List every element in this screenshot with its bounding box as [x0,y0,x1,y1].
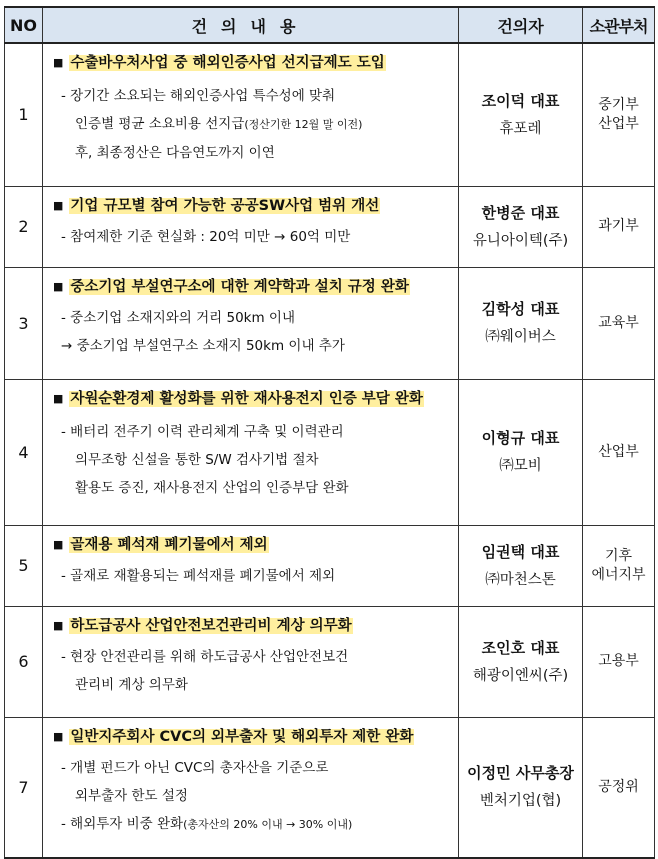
proposer-org: 벤처기업(협) [479,793,562,810]
proposer-org: ㈜웨이버스 [485,329,556,345]
proposal-title: ■ 일반지주회사 CVC의 외부출자 및 해외투자 제한 완화 [53,728,414,745]
square-bullet-icon: ■ [53,537,64,551]
row-number: 6 [5,606,43,717]
proposal-table [4,6,655,859]
proposer-name: 이형규 대표 [481,429,560,447]
ministry: 공정위 [583,717,655,858]
proposal-detail: - 참여제한 기준 현실화 : 20억 미만 → 60억 미만 [61,228,351,245]
proposal-content [43,525,459,606]
proposal-content [43,379,459,525]
proposal-title: ■ 골재용 폐석재 폐기물에서 제외 [53,536,268,553]
proposer [459,717,583,858]
proposal-content [43,717,459,858]
proposal-detail: - 골재로 재활용되는 폐석재를 폐기물에서 제외 [61,567,336,584]
proposal-title: ■ 중소기업 부설연구소에 대한 계약학과 설치 규정 완화 [53,278,409,295]
table-row [5,717,655,858]
ministry: 교육부 [583,267,655,379]
proposer-org: ㈜모비 [499,458,542,474]
proposer [459,43,583,186]
ministry: 고용부 [583,606,655,717]
row-number: 3 [5,267,43,379]
row-number: 7 [5,717,43,858]
proposal-detail: - 장기간 소요되는 해외인증사업 특수성에 맞춰 인증별 평균 소요비용 선지급(정산기한 12월 말 이전) 후, 최종정산은 다음연도까지 이연 [61,88,363,161]
proposal-content [43,43,459,186]
proposer-name: 임권택 대표 [481,542,560,561]
proposer [459,606,583,717]
proposal-content [43,606,459,717]
proposer-name: 김학성 대표 [481,300,560,318]
proposer [459,525,583,606]
square-bullet-icon: ■ [53,618,64,632]
proposal-detail: - 배터리 전주기 이력 관리체계 구축 및 이력관리 의무조항 신설을 통한 S/W 검사기법 절차 활용도 증진, 재사용전지 산업의 인증부담 완화 [61,423,349,496]
proposer-org: 휴포레 [499,120,542,137]
proposal-content [43,186,459,267]
header-ministry: 소관부처 [583,7,655,43]
proposer-org: 유니아이텍(주) [472,232,569,249]
table-row [5,186,655,267]
proposer [459,267,583,379]
square-bullet-icon: ■ [53,729,64,743]
header-proposer: 건의자 [459,7,583,43]
square-bullet-icon: ■ [53,198,64,212]
proposer [459,379,583,525]
proposer-name: 조이덕 대표 [481,91,560,110]
proposal-title: ■ 하도급공사 산업안전보건관리비 계상 의무화 [53,617,352,634]
table-row [5,43,655,186]
proposer-org: ㈜마천스톤 [485,571,556,588]
proposal-detail: - 현장 안전관리를 위해 하도급공사 산업안전보건 관리비 계상 의무화 [61,648,349,693]
ministry: 기후 에너지부 [583,525,655,606]
table-header-row [5,7,655,43]
proposal-detail: - 중소기업 소재지와의 거리 50km 이내 → 중소기업 부설연구소 소재지 50km 이내 추가 [61,309,345,354]
row-number: 2 [5,186,43,267]
square-bullet-icon: ■ [53,56,64,69]
table-row [5,525,655,606]
proposal-title: ■ 자원순환경제 활성화를 위한 재사용전지 인증 부담 완화 [53,390,423,407]
row-number: 4 [5,379,43,525]
ministry: 중기부 산업부 [583,43,655,186]
header-no: NO [5,7,43,43]
ministry: 과기부 [583,186,655,267]
proposer-name: 조인호 대표 [481,638,560,657]
table-row [5,267,655,379]
proposer-org: 해광이엔씨(주) [472,667,569,684]
proposer-name: 이정민 사무총장 [467,764,574,783]
row-number: 5 [5,525,43,606]
square-bullet-icon: ■ [53,391,64,405]
proposal-title: ■ 기업 규모별 참여 가능한 공공SW사업 범위 개선 [53,197,380,214]
table-row [5,379,655,525]
proposal-detail: - 개별 펀드가 아닌 CVC의 총자산을 기준으로 외부출자 한도 설정 - 해외투자 비중 완화(총자산의 20% 이내 → 30% 이내) [61,759,353,832]
row-number: 1 [5,43,43,186]
proposer [459,186,583,267]
ministry: 산업부 [583,379,655,525]
proposer-name: 한병준 대표 [481,203,560,222]
proposal-content [43,267,459,379]
table-row [5,606,655,717]
proposal-title: ■ 수출바우처사업 중 해외인증사업 선지급제도 도입 [53,55,385,71]
square-bullet-icon: ■ [53,279,64,293]
header-content: 건의내용 [43,7,459,43]
